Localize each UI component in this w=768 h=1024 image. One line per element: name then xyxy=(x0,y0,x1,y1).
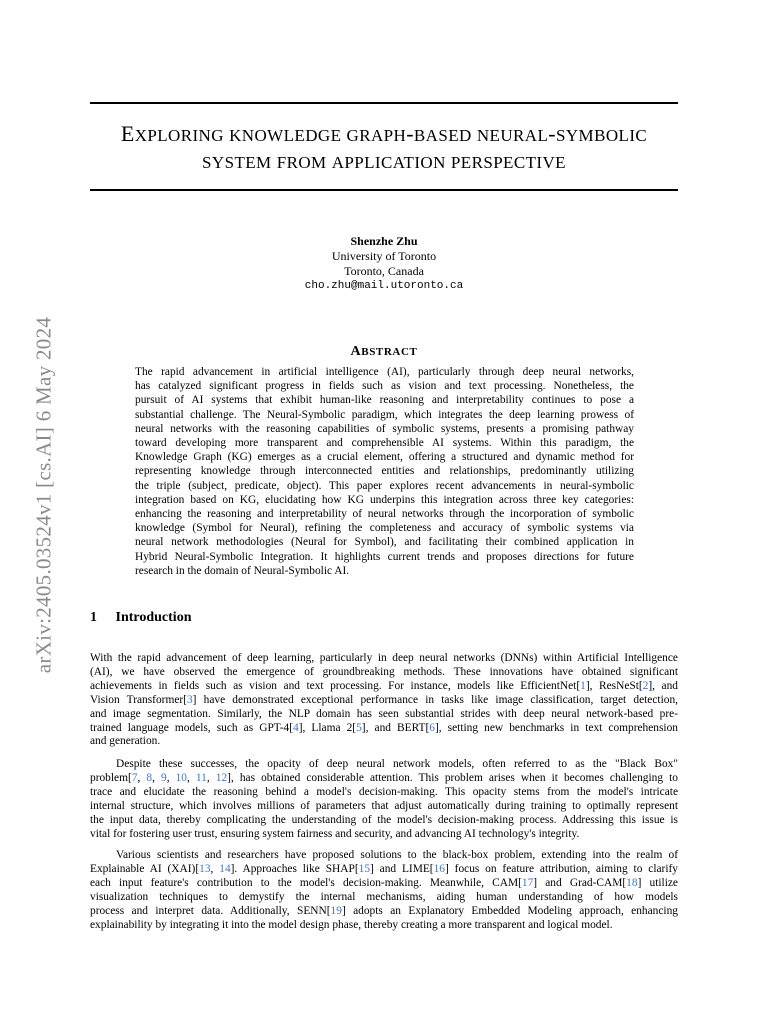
text-run: each input feature's contribution to the model's decision-making. Meanwhile, CAM[ xyxy=(90,876,522,889)
intro-paragraph-2 xyxy=(90,758,678,841)
title-line-2: SYSTEM FROM APPLICATION PERSPECTIVE xyxy=(202,153,566,172)
abstract-line: knowledge (Symbol for Neural), refining the completeness and accuracy of symbolic systems via xyxy=(135,522,634,535)
citation-link[interactable]: 9 xyxy=(160,771,167,784)
section-title: Introduction xyxy=(115,610,192,625)
text-run: ], and BERT[ xyxy=(361,721,430,734)
text-run: , xyxy=(152,771,161,784)
citation-link[interactable]: 4 xyxy=(293,721,299,734)
text-run: trace and elucidate the reasoning behind a model's decision-making. This opacity stems from the model's intricate xyxy=(90,785,678,798)
abstract-line: representing knowledge through interconnected entities and relationships, predominantly utilizing xyxy=(135,465,634,478)
text-run: ], ResNeSt[ xyxy=(585,679,643,692)
paragraph-line xyxy=(90,919,678,933)
arxiv-identifier: arXiv:2405.03524v1 [cs.AI] 6 May 2024 xyxy=(31,316,56,674)
title-rule-top xyxy=(90,102,678,104)
abstract-body xyxy=(135,365,634,578)
abstract-line: integration based on KG, elucidating how KG underpins this integration across three key categories: xyxy=(135,493,634,506)
text-run: Despite these successes, the opacity of deep neural network models, often referred to as the "Black Box" xyxy=(116,758,678,770)
text-run: ] focus on feature attribution, aiming to clarify xyxy=(445,862,678,875)
text-run: , xyxy=(137,771,147,784)
text-run: Explainable AI (XAI)[ xyxy=(90,862,200,875)
text-run: ] adopts an Explanatory Embedded Modeling approach, enhancing xyxy=(341,904,678,917)
title-line-1: EXPLORING KNOWLEDGE GRAPH-BASED NEURAL-SYMBOLIC xyxy=(120,121,648,146)
citation-link[interactable]: 1 xyxy=(580,679,586,692)
paragraph-line xyxy=(90,708,678,722)
text-run: ] and LIME[ xyxy=(370,862,434,875)
text-run: ], and xyxy=(648,679,678,692)
citation-link[interactable]: 18 xyxy=(626,876,638,889)
citation-link[interactable]: 15 xyxy=(358,862,371,875)
abstract-line: the triple (subject, predicate, object). This paper explores recent advancements in neural-symbolic xyxy=(135,479,634,492)
intro-paragraph-1 xyxy=(90,652,678,749)
paragraph-line xyxy=(90,652,678,666)
citation-link[interactable]: 11 xyxy=(195,771,207,784)
text-run: ] have demonstrated exceptional performance in tasks like image classification, target detection, xyxy=(192,693,678,706)
section-heading xyxy=(90,610,191,626)
citation-link[interactable]: 16 xyxy=(433,862,445,875)
citation-link[interactable]: 5 xyxy=(356,721,362,734)
paragraph-line xyxy=(90,814,678,828)
author-affiliation: University of Toronto xyxy=(331,249,437,263)
citation-link[interactable]: 10 xyxy=(175,771,187,784)
abstract-line: substantial challenge. The Neural-Symbolic paradigm, which integrates the deep learning prowess of xyxy=(135,408,634,421)
text-run: and generation. xyxy=(90,735,161,748)
paragraph-line xyxy=(90,863,678,877)
text-run: visualization techniques to demystify the internal mechanisms, aiding human understanding of how models xyxy=(90,890,678,903)
text-run: ] and Grad-CAM[ xyxy=(533,876,627,889)
citation-link[interactable]: 19 xyxy=(330,904,342,917)
text-run: internal structure, which involves millions of parameters that adjust automatically during training to optimally represent xyxy=(90,799,678,812)
paper-title xyxy=(90,120,678,176)
text-run: explainability by integrating it into the model design phase, thereby creating a more transparent and logical model. xyxy=(90,918,613,931)
author-name: Shenzhe Zhu xyxy=(350,234,418,248)
author-block xyxy=(90,234,678,294)
paragraph-line xyxy=(90,722,678,736)
paragraph-line xyxy=(90,758,678,772)
paragraph-line xyxy=(90,694,678,708)
paragraph-line xyxy=(90,786,678,800)
paragraph-line xyxy=(90,828,678,842)
citation-link[interactable]: 7 xyxy=(131,771,138,784)
author-location: Toronto, Canada xyxy=(344,264,424,278)
citation-link[interactable]: 3 xyxy=(186,693,193,706)
text-run: , xyxy=(210,862,220,875)
citation-link[interactable]: 2 xyxy=(642,679,649,692)
title-rule-bottom xyxy=(90,189,678,191)
abstract-line: neural networks with the reasoning capabilities of symbolic systems, presents a promising pathway xyxy=(135,422,634,435)
paragraph-line xyxy=(90,680,678,694)
paragraph-line xyxy=(90,772,678,786)
text-run: , xyxy=(186,771,196,784)
text-run: ]. Approaches like SHAP[ xyxy=(230,862,359,875)
paragraph-line xyxy=(90,877,678,891)
intro-paragraph-3 xyxy=(90,849,678,932)
citation-link[interactable]: 6 xyxy=(429,721,435,734)
text-run: ] utilize xyxy=(637,876,678,889)
citation-link[interactable]: 13 xyxy=(199,862,211,875)
author-email[interactable]: cho.zhu@mail.utoronto.ca xyxy=(304,280,464,292)
citation-link[interactable]: 17 xyxy=(521,876,534,889)
abstract-line: has catalyzed significant progress in fields such as vision and text processing. Nonetheless, the xyxy=(135,380,634,393)
abstract-heading: ABSTRACT xyxy=(350,344,418,359)
abstract-line: Knowledge Graph (KG) emerges as a crucial element, offering a structured and dynamic method for xyxy=(135,451,634,464)
text-run: Vision Transformer[ xyxy=(90,693,187,706)
abstract-line: The rapid advancement in artificial intelligence (AI), particularly through deep neural networks, xyxy=(135,366,634,378)
paragraph-line xyxy=(90,891,678,905)
text-run: , xyxy=(206,771,216,784)
text-run: achievements in fields such as vision and text processing. For instance, models like EfficientNet[ xyxy=(90,679,581,692)
abstract-line: pursuit of AI systems that exhibit human-like reasoning and interpretability continues to pose a xyxy=(135,394,634,407)
abstract-line: research in the domain of Neural-Symbolic AI. xyxy=(135,564,350,577)
paragraph-line xyxy=(90,905,678,919)
abstract-line: Hybrid Neural-Symbolic Integration. It highlights current trends and proposes directions for future xyxy=(135,550,634,563)
paragraph-line xyxy=(90,800,678,814)
text-run: ], has obtained considerable attention. This problem arises when it becomes challenging to xyxy=(227,771,678,784)
citation-link[interactable]: 14 xyxy=(219,862,231,875)
abstract-line: enhancing the reasoning and interpretability of neural networks through the incorporation of symbolic xyxy=(135,508,634,521)
citation-link[interactable]: 12 xyxy=(215,771,228,784)
abstract-line: neural network methodologies (Neural for Symbol), and facilitating their combined application in xyxy=(135,536,634,549)
section-number: 1 xyxy=(90,610,97,625)
text-run: and image segmentation. Similarly, the NLP domain has seen substantial strides with deep neural network-based pre- xyxy=(90,707,678,720)
text-run: vital for fostering user trust, ensuring system fairness and security, and advancing AI technology's integrity. xyxy=(90,827,580,840)
text-run: ], Llama 2[ xyxy=(298,721,357,734)
text-run: With the rapid advancement of deep learning, particularly in deep neural networks (DNNs) within Artificial Intelligence xyxy=(90,652,678,664)
paragraph-line xyxy=(90,735,678,749)
paragraph-line xyxy=(90,849,678,863)
abstract-line: toward developing more transparent and comprehensible AI systems. Within this paradigm, the xyxy=(135,437,634,450)
text-run: , xyxy=(166,771,176,784)
text-run: problem[ xyxy=(90,771,132,784)
text-run: process and interpret data. Additionally, SENN[ xyxy=(90,904,331,917)
text-run: the input data, thereby complicating the understanding of the model's decision-making process. Addressing this issue is xyxy=(90,813,678,826)
text-run: Various scientists and researchers have proposed solutions to the black-box problem, extending into the realm of xyxy=(116,849,678,861)
text-run: ], setting new benchmarks in text comprehension xyxy=(434,721,678,734)
citation-link[interactable]: 8 xyxy=(146,771,153,784)
paragraph-line xyxy=(90,666,678,680)
text-run: trained language models, such as GPT-4[ xyxy=(90,721,293,734)
text-run: (AI), we have observed the emergence of groundbreaking methods. These innovations have obtained significant xyxy=(90,665,678,678)
